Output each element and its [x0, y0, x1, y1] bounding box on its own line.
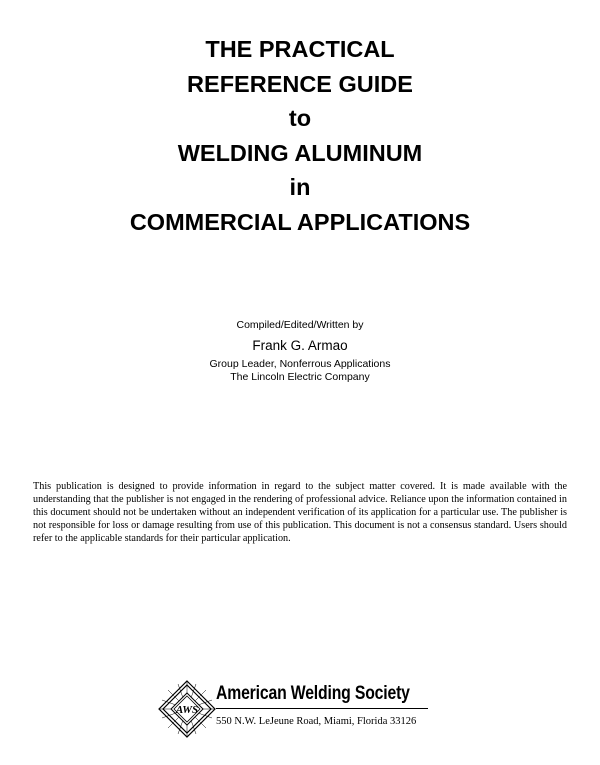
publisher-address: 550 N.W. LeJeune Road, Miami, Florida 33126 [216, 716, 417, 727]
title-line: THE PRACTICAL [205, 36, 395, 62]
title-line: REFERENCE GUIDE [187, 70, 413, 97]
disclaimer-paragraph: This publication is designed to provide information in regard to the subject matter covered. It is made available with the understanding that the publisher is not engaged in the rendering of professional advice. Reliance upon the information contained in this document should not be undertaken without an independent verification of its application for a particular use. The publisher is not responsible for loss or damage resulting from use of this publication. This document is not a consensus standard. Users should refer to the applicable standards for their particular application. [33, 481, 567, 544]
author-position: Group Leader, Nonferrous Applications [209, 358, 391, 370]
logo-lettering: AWS [175, 704, 199, 716]
publisher-name: American Welding Society [216, 683, 410, 704]
publisher-rule [216, 708, 428, 709]
title-line: to [288, 105, 312, 132]
author-name: Frank G. Armao [252, 338, 348, 353]
document-title [0, 32, 600, 240]
aws-diamond-logo-icon [158, 680, 216, 738]
publisher-block [158, 680, 438, 740]
credits-block [0, 318, 600, 384]
title-line: COMMERCIAL APPLICATIONS [129, 208, 471, 235]
credits-role: Compiled/Edited/Written by [236, 319, 364, 331]
title-line: WELDING ALUMINUM [177, 139, 423, 166]
title-line: in [289, 174, 311, 201]
author-company: The Lincoln Electric Company [230, 371, 370, 383]
